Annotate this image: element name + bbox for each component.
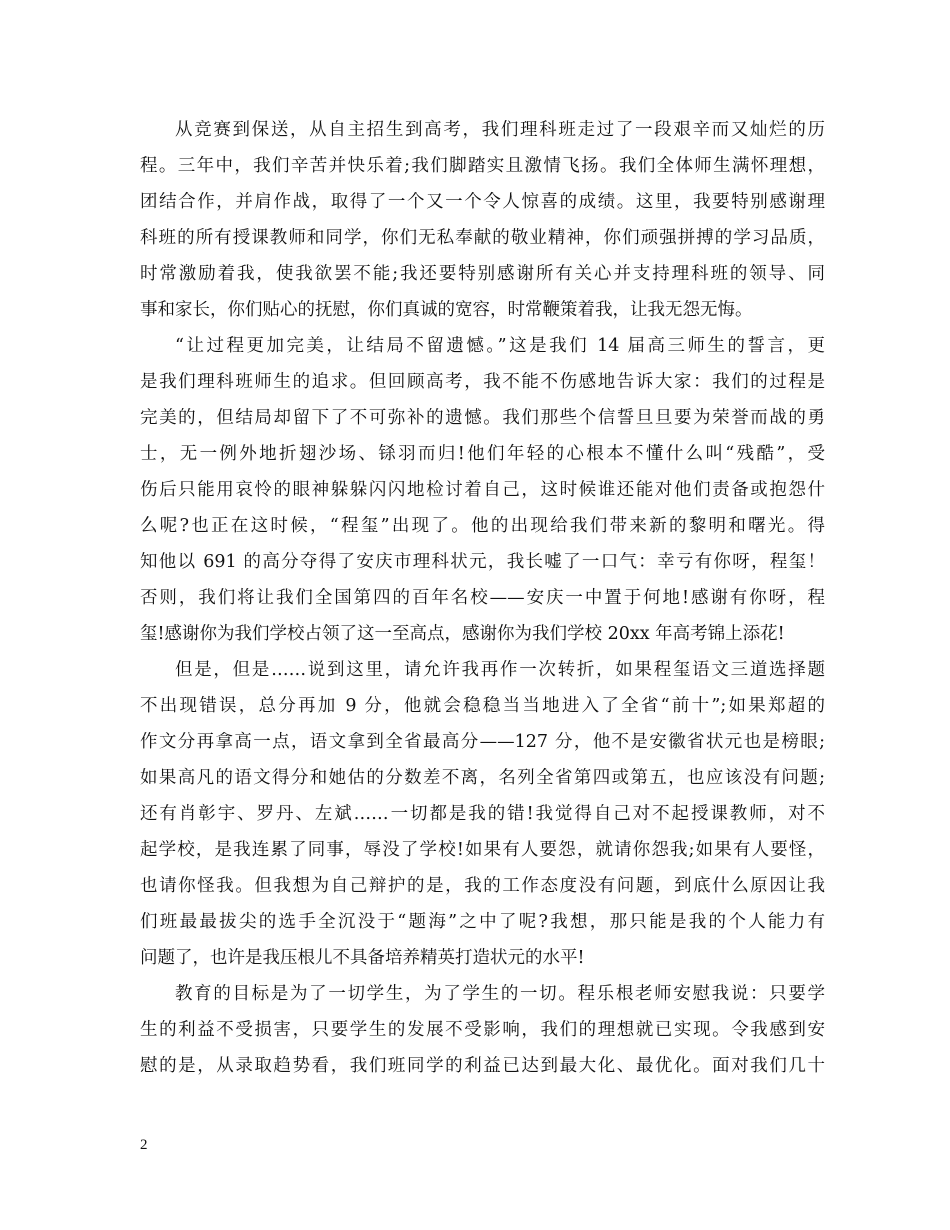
text-line: 士，无一例外地折翅沙场、铩羽而归!他们年轻的心根本不懂什么叫“残酷”，受	[140, 444, 825, 464]
text-line: 问题了，也许是我压根儿不具备培养精英打造状元的水平!	[140, 948, 585, 968]
text-line: 团结合作，并肩作战，取得了一个又一个令人惊喜的成绩。这里，我要特别感谢理	[140, 192, 825, 212]
text-line: 否则，我们将让我们全国第四的百年名校——安庆一中置于何地!感谢有你呀，程	[140, 588, 825, 608]
page-number: 2	[140, 1137, 148, 1153]
text-line: 完美的，但结局却留下了不可弥补的遗憾。我们那些个信誓旦旦要为荣誉而战的勇	[140, 408, 825, 428]
text-line: 如果高凡的语文得分和她估的分数差不离，名列全省第四或第五，也应该没有问题;	[140, 768, 825, 788]
text-line: 们班最最拔尖的选手全沉没于“题海”之中了呢?我想，那只能是我的个人能力有	[140, 912, 825, 932]
text-line: 教育的目标是为了一切学生，为了学生的一切。程乐根老师安慰我说：只要学	[175, 984, 825, 1004]
text-line: 从竞赛到保送，从自主招生到高考，我们理科班走过了一段艰辛而又灿烂的历	[175, 120, 825, 140]
document-body	[140, 112, 825, 1084]
text-line: 是我们理科班师生的追求。但回顾高考，我不能不伤感地告诉大家：我们的过程是	[140, 372, 825, 392]
text-line: 伤后只能用哀怜的眼神躲躲闪闪地检讨着自己，这时候谁还能对他们责备或抱怨什	[140, 480, 825, 500]
text-line: 起学校，是我连累了同事，辱没了学校!如果有人要怨，就请你怨我;如果有人要怪，	[140, 840, 825, 860]
paragraph	[140, 652, 825, 976]
text-line: 生的利益不受损害，只要学生的发展不受影响，我们的理想就已实现。令我感到安	[140, 1020, 825, 1040]
text-line: 程。三年中，我们辛苦并快乐着;我们脚踏实且激情飞扬。我们全体师生满怀理想，	[140, 156, 825, 176]
text-line: 不出现错误，总分再加 9 分，他就会稳稳当当地进入了全省“前十”;如果郑超的	[140, 696, 825, 716]
text-line: 但是，但是……说到这里，请允许我再作一次转折，如果程玺语文三道选择题	[175, 660, 825, 680]
text-line: 时常激励着我，使我欲罢不能;我还要特别感谢所有关心并支持理科班的领导、同	[140, 264, 825, 284]
text-line: 也请你怪我。但我想为自己辩护的是，我的工作态度没有问题，到底什么原因让我	[140, 876, 825, 896]
text-line: “让过程更加完美，让结局不留遗憾。”这是我们 14 届高三师生的誓言，更	[175, 336, 825, 356]
text-line: 事和家长，你们贴心的抚慰，你们真诚的宽容，时常鞭策着我，让我无怨无悔。	[140, 300, 753, 320]
text-line: 么呢?也正在这时候，“程玺”出现了。他的出现给我们带来新的黎明和曙光。得	[140, 516, 825, 536]
paragraph	[140, 328, 825, 652]
text-line: 作文分再拿高一点，语文拿到全省最高分——127 分，他不是安徽省状元也是榜眼;	[140, 732, 825, 752]
text-line: 还有肖彰宇、罗丹、左斌……一切都是我的错!我觉得自己对不起授课教师，对不	[140, 804, 825, 824]
text-line: 慰的是，从录取趋势看，我们班同学的利益已达到最大化、最优化。面对我们几十	[140, 1056, 825, 1076]
text-line: 科班的所有授课教师和同学，你们无私奉献的敬业精神，你们顽强拼搏的学习品质，	[140, 228, 825, 248]
text-line: 知他以 691 的高分夺得了安庆市理科状元，我长嘘了一口气：幸亏有你呀，程玺！	[140, 552, 825, 572]
paragraph	[140, 112, 825, 328]
text-line: 玺!感谢你为我们学校占领了这一至高点，感谢你为我们学校 20xx 年高考锦上添花!	[140, 624, 785, 644]
paragraph	[140, 976, 825, 1084]
